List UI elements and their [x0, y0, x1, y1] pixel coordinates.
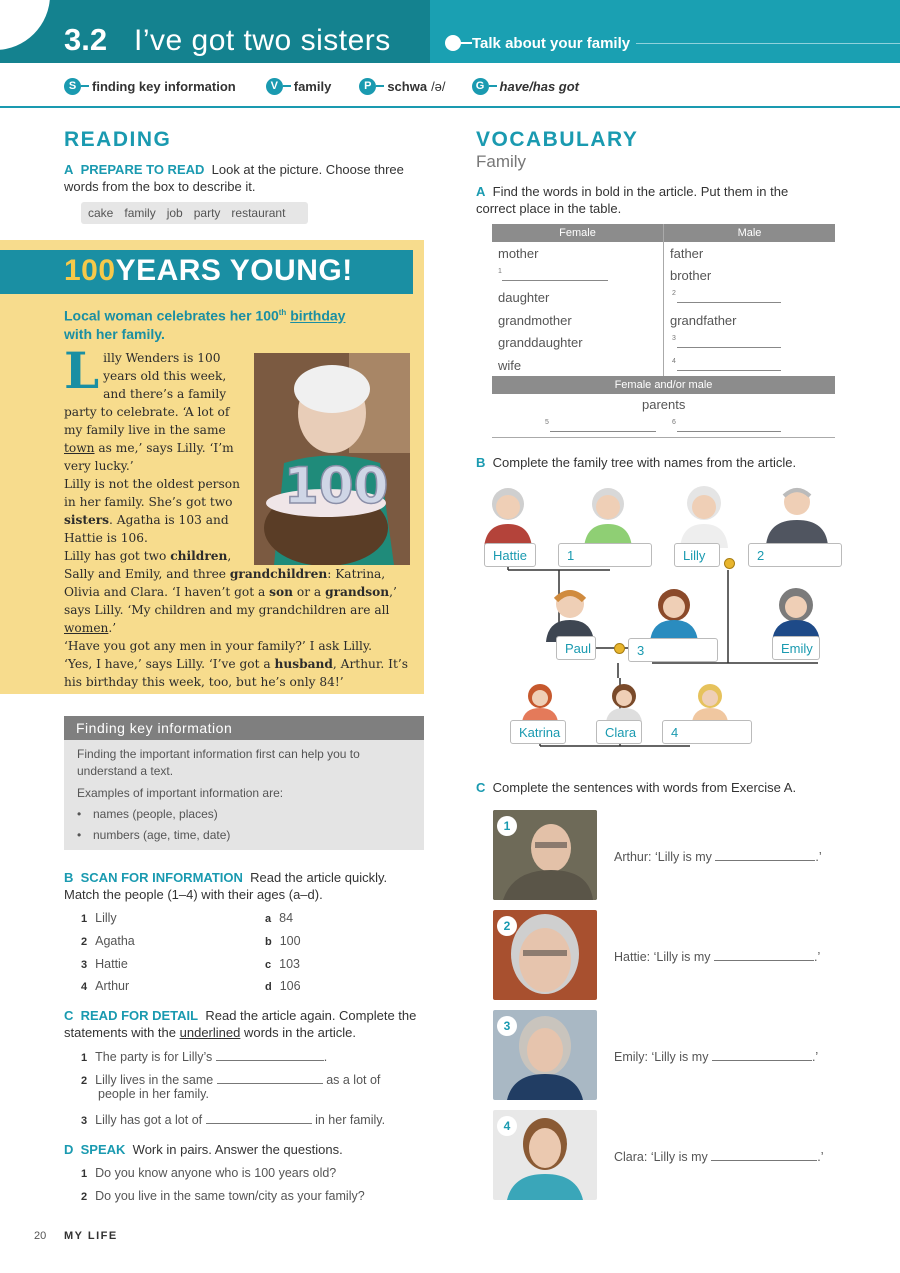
statement-3: 3 Lilly has got a lot of in her family.: [81, 1113, 386, 1127]
objective-pronunciation-ipa: /ə/: [431, 78, 446, 94]
drop-cap: L: [64, 341, 100, 400]
lilly-sibling-portrait: [580, 484, 636, 548]
arthur-portrait: [762, 482, 832, 546]
bullet-icon: •: [77, 807, 82, 821]
pronunciation-badge-icon: P: [359, 78, 376, 95]
table-cell: wife: [498, 358, 522, 373]
match-age: c 103: [265, 957, 300, 971]
tree-name-paul: Paul: [556, 636, 596, 660]
tip-bullet: names (people, places): [93, 807, 218, 821]
reading-exercise-c: C READ FOR DETAIL Read the article again. Complete the statements with the underlined words in the article.: [64, 1008, 417, 1040]
lesson-goal: Talk about your family: [472, 35, 631, 52]
photo-clara: 4: [493, 1110, 597, 1200]
objective-pronunciation-text: schwa: [387, 78, 428, 94]
objective-vocabulary-text: family: [293, 78, 332, 94]
tree-blank-2[interactable]: 2: [748, 543, 842, 567]
match-person: 3 Hattie: [81, 957, 128, 971]
objective-skill: [64, 78, 236, 95]
goal-underline: [636, 43, 900, 44]
table-cell: grandfather: [670, 313, 737, 328]
table-cell: brother: [670, 268, 712, 283]
exercise-letter: A: [64, 162, 74, 177]
lilly-portrait: [676, 484, 732, 548]
objective-vocabulary: [266, 78, 332, 95]
bold-word: children: [170, 549, 228, 563]
lesson-number: 3.2: [64, 22, 108, 57]
match-age: d 106: [265, 979, 301, 993]
sentence-1: Arthur: ‘Lilly is my .’: [614, 850, 822, 864]
objective-grammar: [472, 78, 579, 95]
lesson-objectives: [64, 76, 607, 96]
tip-text: Examples of important information are:: [77, 786, 284, 800]
answer-blank[interactable]: [714, 949, 814, 961]
table-cell: daughter: [498, 290, 550, 305]
word-box-item: party: [193, 206, 221, 220]
tip-title: Finding key information: [64, 716, 424, 740]
tree-blank-1[interactable]: 1: [558, 543, 652, 567]
bold-word: sisters: [64, 513, 110, 527]
book-title: MY LIFE: [64, 1230, 118, 1242]
clara-portrait: [600, 682, 648, 722]
reading-exercise-a: [64, 161, 419, 195]
answer-blank[interactable]: [217, 1072, 323, 1084]
tip-box: [64, 716, 424, 850]
katrina-portrait: [516, 682, 564, 722]
marriage-ring-icon: [724, 558, 735, 569]
underlined-word: women: [64, 621, 109, 635]
goal-dash: [460, 42, 472, 44]
bullet-icon: •: [77, 828, 82, 842]
header-rule: [0, 106, 900, 108]
header-curve-decoration: [0, 0, 50, 50]
article-body: 100 Lilly Wenders is 100 years old this week, and there’s a family party to celebrate. ‘A lot of my family live in the same town as me,’ says Lilly. ‘I’m very lucky.’ Lilly is not the oldest person in her family. She’s got two sisters. Agatha is 103 and Hattie is 106. Lilly has got two children, Sally and Emily, and three grandchildren: Katrina, Olivia and Clara. ‘I haven’t got a son or a grandson,’ says Lilly. ‘My children and my grandchildren are all women.’ ‘Have you got any men in your family?’ I ask Lilly. ‘Yes, I have,’ says Lilly. ‘I’ve got a husband, Arthur. It’s his birthday this week, too, but he’s only 84!’: [64, 349, 414, 691]
photo-arthur: 1: [493, 810, 597, 900]
tree-name-clara: Clara: [596, 720, 642, 744]
headline-number: 100: [64, 254, 116, 287]
table-header-male: Male: [664, 224, 835, 242]
vocabulary-badge-icon: V: [266, 78, 283, 95]
family-tree: [478, 480, 900, 750]
underlined-word: birthday: [290, 307, 346, 324]
olivia-portrait: [686, 682, 734, 722]
lesson-header: [0, 0, 900, 63]
match-person: 1 Lilly: [81, 911, 117, 925]
word-box-item: restaurant: [231, 206, 286, 220]
tree-blank-4[interactable]: 4: [662, 720, 752, 744]
table-cell: mother: [498, 246, 539, 261]
table-cell: father: [670, 246, 704, 261]
answer-blank[interactable]: [715, 849, 815, 861]
svg-text:100: 100: [284, 457, 389, 515]
skill-badge-icon: S: [64, 78, 81, 95]
underlined-word: town: [64, 441, 95, 455]
bold-word: husband: [274, 657, 333, 671]
word-box-item: job: [166, 206, 183, 220]
match-age: b 100: [265, 934, 301, 948]
sentence-3: Emily: ‘Lilly is my .’: [614, 1050, 819, 1064]
objective-skill-text: finding key information: [92, 78, 236, 94]
photo-emily: 3: [493, 1010, 597, 1100]
vocabulary-exercise-a: A Find the words in bold in the article. Put them in the correct place in the table.: [476, 184, 789, 216]
vocabulary-subheading: Family: [476, 152, 527, 171]
table-cell: grandmother: [498, 313, 572, 328]
tip-bullet: numbers (age, time, date): [93, 828, 231, 842]
word-box-item: cake: [88, 206, 114, 220]
objective-grammar-text: have/has got: [499, 78, 579, 94]
photo-hattie: 2: [493, 910, 597, 1000]
exercise-label: PREPARE TO READ: [80, 162, 205, 177]
sentence-4: Clara: ‘Lilly is my .’: [614, 1150, 824, 1164]
match-person: 2 Agatha: [81, 934, 135, 948]
reading-heading: READING: [64, 128, 172, 151]
vocabulary-exercise-c: C Complete the sentences with words from Exercise A.: [476, 780, 797, 795]
tree-name-hattie: Hattie: [484, 543, 536, 567]
sentence-2: Hattie: ‘Lilly is my .’: [614, 950, 821, 964]
answer-blank[interactable]: [711, 1149, 817, 1161]
word-box: [81, 202, 308, 224]
table-header-female: Female: [492, 224, 663, 242]
bold-word: grandchildren: [229, 567, 328, 581]
article-headline: [64, 254, 353, 288]
table-header-both: Female and/or male: [492, 376, 835, 394]
headline-text: YEARS YOUNG!: [115, 254, 353, 287]
tree-name-katrina: Katrina: [510, 720, 566, 744]
reading-exercise-b: B SCAN FOR INFORMATION Read the article quickly. Match the people (1–4) with their ages (a–d).: [64, 870, 388, 902]
match-person: 4 Arthur: [81, 979, 130, 993]
match-age: a 84: [265, 911, 294, 925]
speaking-question: 2 Do you live in the same town/city as your family?: [81, 1189, 365, 1203]
exercise-instruction: Look at the picture. Choose three words from the box to describe it.: [64, 162, 404, 194]
speaking-question: 1 Do you know anyone who is 100 years old?: [81, 1166, 337, 1180]
grammar-badge-icon: G: [472, 78, 489, 95]
answer-blank[interactable]: [712, 1049, 812, 1061]
hattie-portrait: [480, 484, 536, 548]
header-goal-panel: [430, 0, 900, 63]
bold-word: son: [269, 585, 294, 599]
answer-blank[interactable]: [206, 1112, 312, 1124]
tree-name-lilly: Lilly: [674, 543, 720, 567]
goal-bullet-icon: [445, 35, 461, 51]
statement-2: 2 Lilly lives in the same as a lot of people in her family.: [81, 1073, 381, 1101]
word-box-item: family: [124, 206, 156, 220]
statement-1: 1 The party is for Lilly’s .: [81, 1050, 328, 1064]
answer-blank[interactable]: [216, 1049, 324, 1061]
tree-name-emily: Emily: [772, 636, 820, 660]
marriage-ring-icon: [614, 643, 625, 654]
bold-word: grandson: [325, 585, 390, 599]
table-cell: parents: [642, 397, 686, 412]
table-cell: granddaughter: [498, 335, 583, 350]
birthday-photo: [254, 353, 410, 565]
objective-pronunciation: [359, 78, 445, 95]
article-subheading: Local woman celebrates her 100th birthday with her family.: [64, 307, 346, 342]
sally-portrait: [646, 582, 702, 646]
tree-blank-3[interactable]: 3: [628, 638, 718, 662]
reading-exercise-d: D SPEAK Work in pairs. Answer the questions.: [64, 1142, 343, 1157]
vocabulary-exercise-b: B Complete the family tree with names from the article.: [476, 455, 797, 470]
vocabulary-heading: VOCABULARY: [476, 128, 639, 151]
tip-text: Finding the important information first can help you to understand a text.: [77, 747, 360, 778]
page-number: 20: [34, 1230, 47, 1242]
vocabulary-table: Female Male mother 1 daughter grandmother granddaughter wife father brother 2 grandfather 3 4 Female and/or male parents 5 6: [492, 224, 835, 438]
lesson-title: I’ve got two sisters: [134, 24, 391, 57]
